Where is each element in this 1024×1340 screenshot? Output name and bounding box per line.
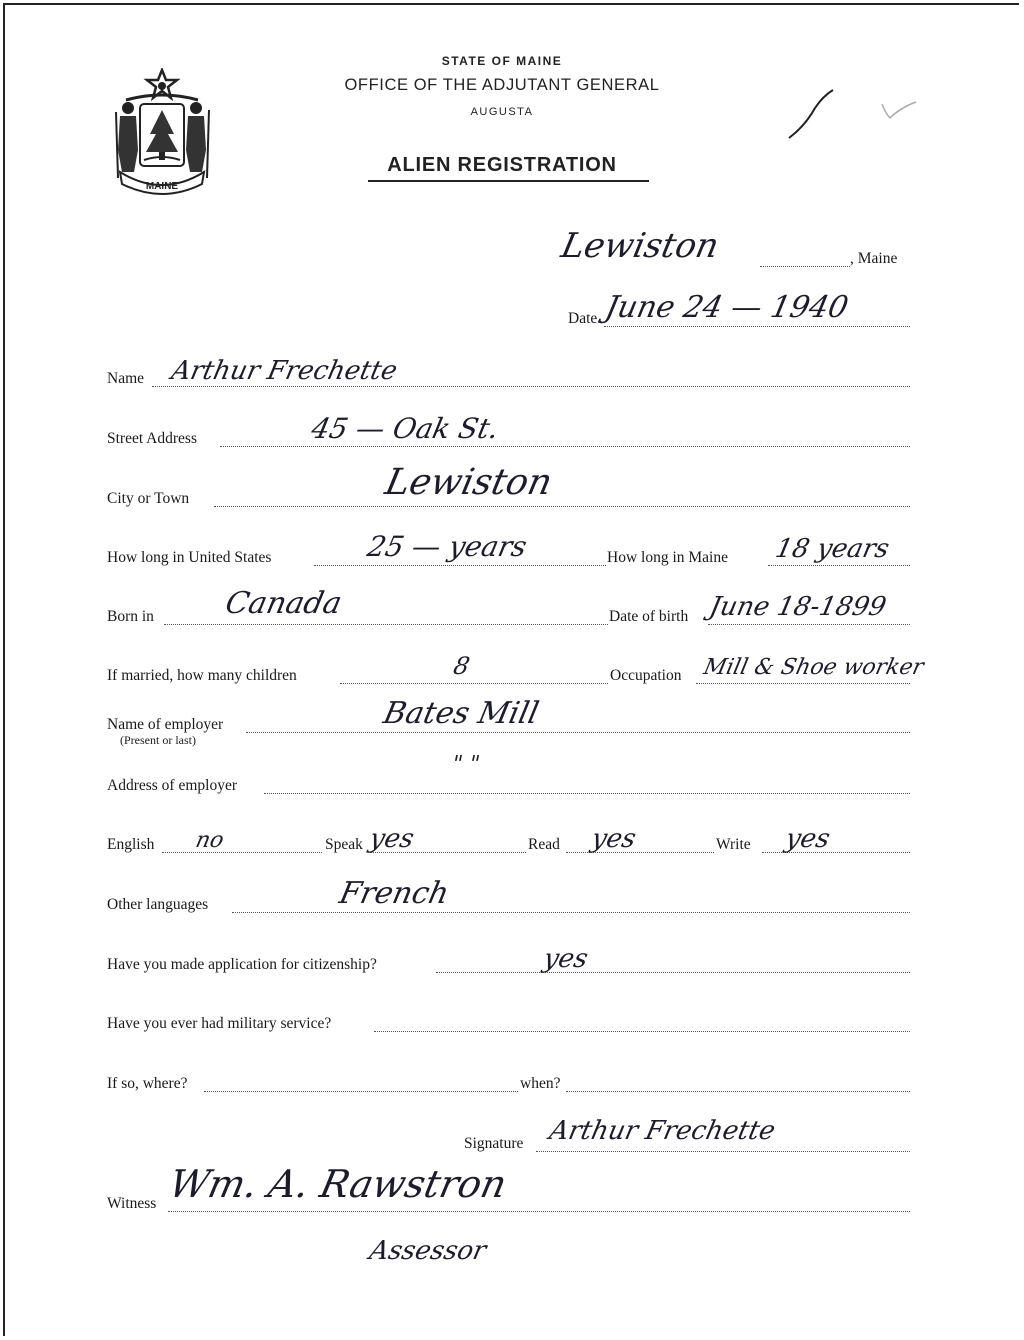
signature-label: Signature [464,1135,524,1152]
read-value: yes [588,824,639,854]
how-long-us-label: How long in United States [107,549,272,566]
header-office: OFFICE OF THE ADJUTANT GENERAL [344,76,660,94]
when-label: when? [520,1075,561,1092]
other-languages-dots [232,912,910,913]
dob-label: Date of birth [609,608,689,625]
city-value: Lewiston [381,462,556,503]
checkmark-icon [785,86,845,146]
how-long-us-dots [314,565,606,566]
witness-dots [168,1211,910,1212]
born-in-value: Canada [222,586,345,621]
write-label: Write [716,836,751,853]
city-dots [214,506,910,507]
how-long-maine-value: 18 years [772,534,892,564]
witness-value: Wm. A. Rawstron [165,1162,511,1206]
date-value: June 24 — 1940 [602,290,852,325]
military-dots [374,1031,910,1032]
born-in-label: Born in [107,608,154,625]
occupation-dots [696,683,910,684]
employer-dots [246,732,910,733]
occupation-value: Mill & Shoe worker [701,655,926,680]
english-label: English [107,836,155,853]
dob-dots [708,624,910,625]
header-state: STATE OF MAINE [441,54,563,68]
witness-label: Witness [107,1195,157,1212]
street-label: Street Address [107,430,197,447]
location-state-label: , Maine [850,250,898,267]
title-underline [368,180,649,182]
date-dots [604,326,910,327]
name-dots [152,386,910,387]
employer-value: Bates Mill [380,696,542,731]
children-label: If married, how many children [107,667,297,684]
born-in-dots [164,624,608,625]
speak-label: Speak [325,836,363,853]
street-dots [220,446,910,447]
employer-address-dots [264,793,910,794]
citizenship-value: yes [540,944,591,974]
signature-value: Arthur Frechette [546,1116,778,1146]
other-languages-label: Other languages [107,896,209,913]
seal-text: MAINE [145,181,179,192]
how-long-us-value: 25 — years [364,530,530,563]
military-label: Have you ever had military service? [107,1015,332,1032]
name-value: Arthur Frechette [168,356,400,386]
location-dots [760,266,850,267]
occupation-label: Occupation [610,667,682,684]
location-city-value: Lewiston [557,226,723,266]
employer-label: Name of employer [107,716,224,733]
name-label: Name [107,370,145,387]
form-title: ALIEN REGISTRATION [387,154,617,176]
how-long-maine-dots [768,565,910,566]
where-dots [204,1091,518,1092]
tick-icon [880,96,920,126]
when-dots [566,1091,910,1092]
citizenship-dots [436,972,910,973]
read-label: Read [528,836,560,853]
citizenship-label: Have you made application for citizenship? [107,956,377,973]
where-label: If so, where? [107,1075,188,1092]
how-long-maine-label: How long in Maine [607,549,728,566]
street-value: 45 — Oak St. [308,412,502,445]
write-value: yes [782,824,833,854]
english-dots [162,852,322,853]
header-city: AUGUSTA [470,106,534,118]
children-dots [340,683,608,684]
speak-value: yes [366,824,417,854]
children-value: 8 [451,652,473,680]
english-value: no [193,828,227,853]
other-languages-value: French [336,876,453,911]
date-label: Date [568,310,598,327]
signature-dots [536,1151,910,1152]
employer-sublabel: (Present or last) [120,733,196,747]
city-label: City or Town [107,490,190,507]
employer-address-label: Address of employer [107,777,237,794]
dob-value: June 18-1899 [706,592,889,622]
employer-address-value: " " [449,752,482,777]
witness-title: Assessor [366,1236,489,1266]
